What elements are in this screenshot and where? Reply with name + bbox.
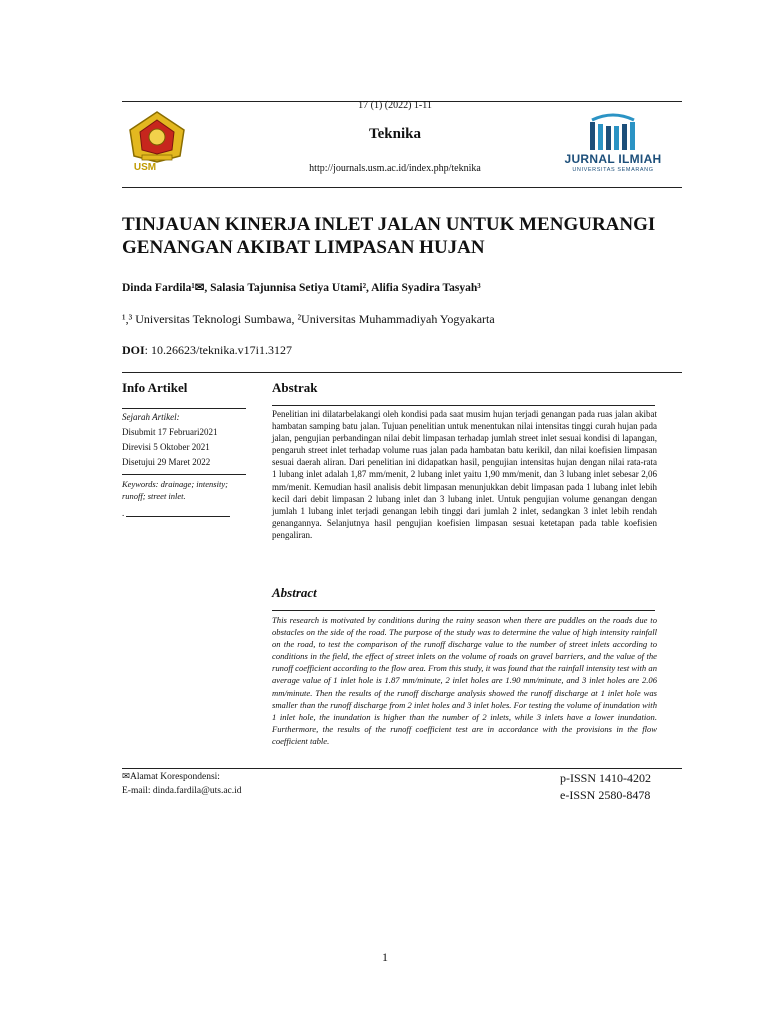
section-top-rule: [122, 372, 682, 373]
accepted-date: Disetujui 29 Maret 2022: [122, 457, 211, 467]
author-list: Dinda Fardila¹✉, Salasia Tajunnisa Setiya Utami², Alifia Syadira Tasyah³: [122, 282, 481, 294]
correspondence-label: ✉Alamat Korespondensi:: [122, 772, 220, 782]
history-rule: [122, 474, 246, 475]
correspondence: [122, 770, 242, 798]
info-artikel-heading: Info Artikel: [122, 380, 188, 395]
p-issn: p-ISSN 1410-4202: [560, 771, 652, 785]
footer-rule: [122, 768, 682, 769]
journal-url[interactable]: http://journals.usm.ac.id/index.php/teknika: [309, 163, 481, 174]
jurnal-ilmiah-title: JURNAL ILMIAH: [564, 152, 662, 166]
keywords-dot: .: [122, 508, 125, 518]
keywords-rule: [126, 516, 230, 517]
journal-name: Teknika: [369, 126, 421, 142]
abstrak-text: Penelitian ini dilatarbelakangi oleh kondisi pada saat musim hujan terjadi genangan pada ruas jalan akibat hambatan samping batu jalan. Tujuan penelitian untuk menentukan nilai intensitas tinggi curah hujan pada jalan, pengujian perbandingan nilai debit limpasan terhadap jumlah street inlet sesuai kondisi di lapangan, pengaruh street inlet terhadap volume ruas jalan pada hambatan batu kerikil, dan nilai koefisien limpasan sesuai daerah aliran. Dari penelitian ini didapatkan hasil, pengujian intensitas hujan dengan nilai rata-rata 1 lubang inlet adalah 1,87 mm/menit, 2 lubang inlet yaitu 1,90 mm/menit, dan 3 lubang inlet sebesar 2,06 mm/menit. Kemudian hasil analisis debit limpasan menunjukkan debit limpasan pada 1 lubang inlet lebih kecil dari debit limpasan 2 lubang inlet dan 3 lubang inlet. Untuk pengujian volume genangan dengan jumlah 1 lubang inlet terjadi genangan lebih tinggi dari jumlah 2 inlet, sedangkan 3 inlet lebih rendah genangannya. Selanjutnya hasil pengujian koefisien limpasan sesuai ketetapan pada table koefisien pengaliran.: [272, 409, 657, 540]
abstract-heading: Abstract: [272, 585, 317, 600]
submitted-date: Disubmit 17 Februari2021: [122, 427, 218, 437]
doi-value: : 10.26623/teknika.v17i1.3127: [144, 343, 292, 357]
jurnal-ilmiah-logo: [548, 112, 678, 180]
jurnal-ilmiah-subtitle: UNIVERSITAS SEMARANG: [572, 167, 654, 173]
doi-label: DOI: [122, 343, 145, 357]
doi[interactable]: [122, 343, 682, 358]
abstrak-heading-rule: [272, 405, 655, 406]
abstract-heading-rule: [272, 610, 655, 611]
paper-title: TINJAUAN KINERJA INLET JALAN UNTUK MENGURANGI GENANGAN AKIBAT LIMPASAN HUJAN: [122, 214, 656, 258]
abstract-text: This research is motivated by conditions during the rainy season when there are puddles on the roads due to obstacles on the side of the road. The purpose of the study was to determine the value of high intensity rainfall on the road, to test the comparison of the runoff discharge value to the number of street inlets according to conditions in the field, the effect of street inlets on the volume of roads on gravel barriers, and the value of the runoff coefficient according to the flow area. From this study, it was found that the rainfall intensity test with an average value of 1 inlet hole is 1.87 mm/minute, 2 inlet holes are 1.90 mm/minute, and 3 inlet holes are 2.06 mm/minute. Then the results of the runoff discharge analysis showed the runoff discharge at 1 inlet hole was smaller than the runoff discharge from 2 inlet holes and 3 inlet holes. For testing the volume of inundation with 1 inlet hole, the inundation is higher than the number of 2 inlets, while 3 inlets have a lower inundation. Furthermore, the results of the runoff coefficient test are in accordance with the provisions in the flow coefficient table.: [272, 615, 657, 746]
e-issn: e-ISSN 2580-8478: [560, 788, 651, 802]
history-label: Sejarah Artikel:: [122, 412, 180, 422]
correspondence-email[interactable]: E-mail: dinda.fardila@uts.ac.id: [122, 786, 242, 796]
page-number: 1: [382, 950, 388, 964]
abstrak-heading: Abstrak: [272, 380, 318, 395]
article-history: [122, 410, 252, 470]
keywords-end: [122, 508, 124, 518]
affiliations: ¹,³ Universitas Teknologi Sumbawa, ²Universitas Muhammadiyah Yogyakarta: [122, 312, 495, 326]
volume-issue: 17 (1) (2022) 1-11: [358, 100, 432, 111]
keywords: Keywords: drainage; intensity; runoff; street inlet.: [122, 479, 228, 501]
revised-date: Direvisi 5 Oktober 2021: [122, 442, 210, 452]
header-bottom-rule: [122, 187, 682, 188]
usm-logo: [122, 110, 192, 178]
info-heading-rule: [122, 408, 246, 409]
issn-block: [560, 770, 651, 804]
usm-logo-text: USM: [133, 162, 157, 173]
